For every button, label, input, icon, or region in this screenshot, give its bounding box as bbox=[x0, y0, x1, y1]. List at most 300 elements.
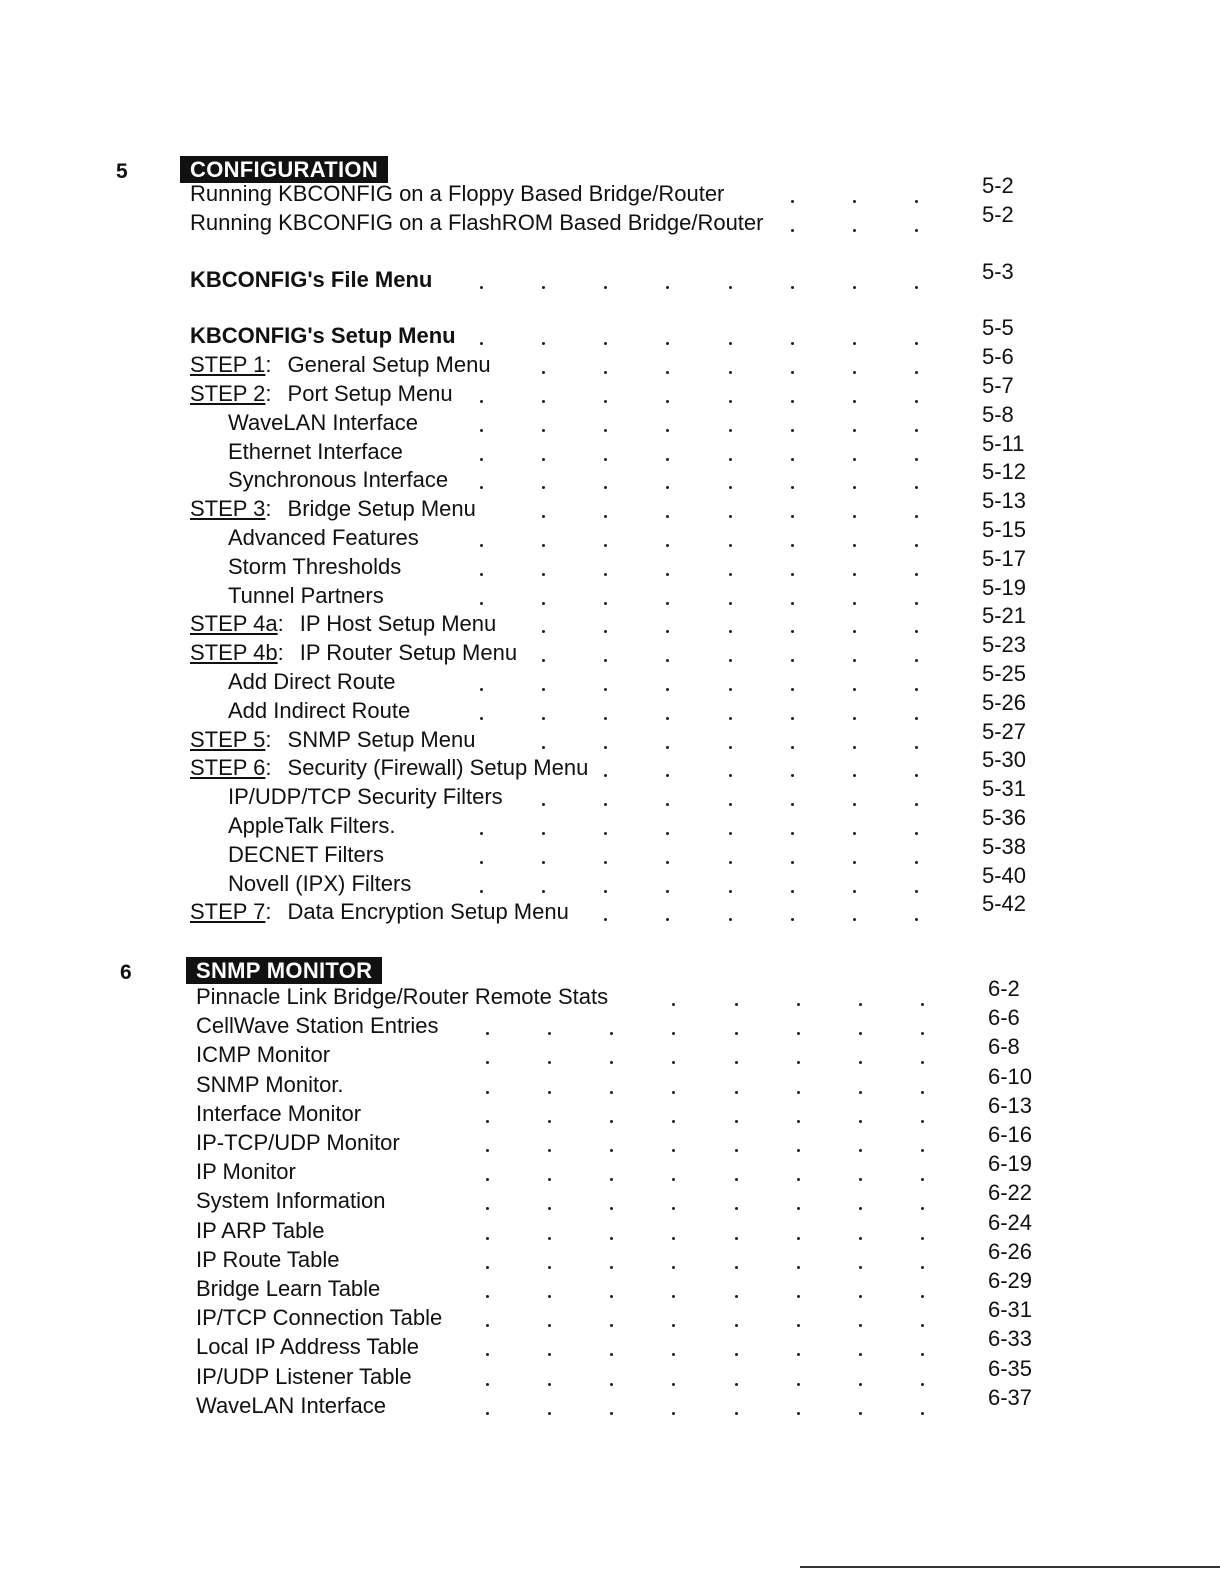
leader-dot bbox=[604, 371, 607, 374]
step-label: STEP 6 bbox=[190, 755, 266, 781]
toc-entry[interactable] bbox=[190, 351, 491, 381]
leader-dot bbox=[797, 1032, 800, 1035]
leader-dot bbox=[729, 746, 732, 749]
step-label: STEP 7 bbox=[190, 899, 266, 925]
leader-dot bbox=[859, 1237, 862, 1240]
leader-dot bbox=[480, 861, 483, 864]
leader-dot bbox=[672, 1412, 675, 1415]
step-colon: : bbox=[265, 496, 272, 522]
toc-entry-title: IP Router Setup Menu bbox=[299, 640, 518, 666]
leader-dot bbox=[480, 429, 483, 432]
leader-dot bbox=[791, 832, 794, 835]
toc-entry-title: IP Route Table bbox=[196, 1246, 340, 1272]
leader-dot bbox=[604, 659, 607, 662]
toc-page-number[interactable]: 6-22 bbox=[988, 1180, 1033, 1206]
leader-dot bbox=[542, 342, 545, 345]
leader-dot bbox=[542, 890, 545, 893]
leader-dot bbox=[610, 1237, 613, 1240]
leader-dot bbox=[853, 659, 856, 662]
toc-entry[interactable] bbox=[196, 1187, 386, 1217]
toc-entry[interactable] bbox=[196, 1158, 296, 1188]
toc-page-number[interactable]: 5-25 bbox=[982, 661, 1027, 686]
leader-dot bbox=[735, 1237, 738, 1240]
leader-dot bbox=[735, 1120, 738, 1123]
toc-entry[interactable] bbox=[228, 553, 401, 583]
leader-dot bbox=[542, 717, 545, 720]
leader-dot bbox=[791, 688, 794, 691]
toc-entry[interactable] bbox=[190, 754, 588, 784]
leader-dot bbox=[604, 458, 607, 461]
toc-entry[interactable] bbox=[190, 639, 517, 669]
toc-entry[interactable] bbox=[228, 524, 419, 554]
toc-page-number[interactable]: 6-19 bbox=[988, 1151, 1033, 1177]
leader-dot bbox=[735, 1324, 738, 1327]
leader-dot bbox=[548, 1061, 551, 1064]
leader-dot bbox=[480, 717, 483, 720]
leader-dot bbox=[797, 1324, 800, 1327]
leader-dot bbox=[791, 602, 794, 605]
leader-dot bbox=[604, 803, 607, 806]
leader-dot bbox=[853, 602, 856, 605]
leader-dot bbox=[604, 861, 607, 864]
leader-dot bbox=[797, 1091, 800, 1094]
leader-dot bbox=[921, 1237, 924, 1240]
leader-dot bbox=[915, 400, 918, 403]
toc-entry-title: System Information bbox=[196, 1188, 386, 1214]
leader-dot bbox=[791, 630, 794, 633]
toc-page-number[interactable]: 6-33 bbox=[988, 1326, 1033, 1352]
toc-page-number[interactable]: 5-19 bbox=[982, 574, 1027, 600]
leader-dot bbox=[486, 1412, 489, 1415]
leader-dot bbox=[735, 1149, 738, 1152]
leader-dot bbox=[859, 1032, 862, 1035]
leader-dot bbox=[666, 832, 669, 835]
leader-dot bbox=[548, 1178, 551, 1181]
leader-dot bbox=[604, 573, 607, 576]
toc-page-number[interactable]: 5-30 bbox=[982, 747, 1027, 773]
toc-entry[interactable] bbox=[190, 180, 724, 210]
leader-dot bbox=[666, 486, 669, 489]
leader-dot bbox=[921, 1061, 924, 1064]
toc-page-number[interactable]: 5-15 bbox=[982, 517, 1027, 542]
leader-dot bbox=[915, 918, 918, 921]
leader-dot bbox=[548, 1032, 551, 1035]
toc-page-number[interactable]: 6-2 bbox=[988, 976, 1020, 1001]
leader-dot bbox=[542, 659, 545, 662]
step-colon: : bbox=[265, 726, 272, 752]
leader-dot bbox=[666, 602, 669, 605]
step-label: STEP 3 bbox=[190, 496, 266, 522]
toc-entry[interactable] bbox=[228, 668, 396, 698]
leader-dot bbox=[548, 1266, 551, 1269]
leader-dot bbox=[542, 803, 545, 806]
leader-dot bbox=[604, 746, 607, 749]
toc-entry[interactable] bbox=[196, 1392, 386, 1422]
leader-dot bbox=[480, 832, 483, 835]
toc-entry[interactable] bbox=[196, 1129, 400, 1159]
leader-dot bbox=[921, 1091, 924, 1094]
leader-dot bbox=[853, 803, 856, 806]
toc-page-number[interactable]: 6-6 bbox=[988, 1005, 1020, 1031]
leader-dot bbox=[921, 1003, 924, 1006]
leader-dot bbox=[915, 717, 918, 720]
toc-entry-title: IP/TCP Connection Table bbox=[196, 1305, 443, 1331]
leader-dot bbox=[797, 1178, 800, 1181]
leader-dot bbox=[604, 890, 607, 893]
toc-page-number[interactable]: 6-26 bbox=[988, 1238, 1033, 1264]
leader-dot bbox=[610, 1032, 613, 1035]
toc-entry[interactable] bbox=[196, 1275, 380, 1305]
leader-dot bbox=[480, 458, 483, 461]
leader-dot bbox=[548, 1207, 551, 1210]
leader-dot bbox=[666, 429, 669, 432]
toc-page-number[interactable]: 5-3 bbox=[982, 258, 1014, 284]
leader-dot bbox=[859, 1324, 862, 1327]
toc-entry[interactable] bbox=[228, 466, 448, 496]
leader-dot bbox=[853, 890, 856, 893]
toc-entry-title: IP/UDP Listener Table bbox=[196, 1363, 412, 1389]
step-label: STEP 4b bbox=[190, 640, 278, 666]
toc-page-number[interactable]: 5-7 bbox=[982, 373, 1014, 398]
leader-dot bbox=[921, 1295, 924, 1298]
toc-entry-title: Security (Firewall) Setup Menu bbox=[287, 755, 589, 781]
toc-entry[interactable] bbox=[196, 1012, 439, 1042]
step-label: STEP 5 bbox=[190, 726, 266, 752]
step-label: STEP 4a bbox=[190, 611, 278, 637]
leader-dot bbox=[735, 1207, 738, 1210]
toc-entry[interactable] bbox=[228, 409, 418, 439]
toc-entry-title: Running KBCONFIG on a FlashROM Based Bridge/Router bbox=[190, 209, 764, 235]
toc-entry-title: Bridge Setup Menu bbox=[287, 496, 476, 522]
leader-dot bbox=[729, 602, 732, 605]
leader-dot bbox=[915, 429, 918, 432]
toc-entry[interactable] bbox=[196, 1217, 324, 1247]
toc-page-number[interactable]: 6-13 bbox=[988, 1092, 1033, 1118]
leader-dot bbox=[604, 400, 607, 403]
leader-dot bbox=[604, 688, 607, 691]
chapter-6-number: 6 bbox=[120, 961, 132, 984]
leader-dot bbox=[853, 544, 856, 547]
toc-page-number[interactable]: 5-2 bbox=[982, 173, 1014, 198]
leader-dot bbox=[791, 515, 794, 518]
leader-dot bbox=[921, 1207, 924, 1210]
leader-dot bbox=[853, 688, 856, 691]
toc-entry-title: WaveLAN Interface bbox=[196, 1392, 386, 1418]
leader-dot bbox=[480, 544, 483, 547]
leader-dot bbox=[797, 1412, 800, 1415]
leader-dot bbox=[859, 1061, 862, 1064]
toc-page-number[interactable]: 5-2 bbox=[982, 201, 1014, 227]
toc-entry[interactable] bbox=[190, 322, 456, 352]
leader-dot bbox=[604, 515, 607, 518]
leader-dot bbox=[542, 573, 545, 576]
leader-dot bbox=[729, 515, 732, 518]
toc-page-number[interactable]: 6-10 bbox=[988, 1063, 1033, 1089]
leader-dot bbox=[791, 659, 794, 662]
leader-dot bbox=[791, 200, 794, 203]
toc-entry[interactable] bbox=[190, 495, 476, 525]
toc-page-number[interactable]: 6-35 bbox=[988, 1355, 1033, 1381]
chapter-5-title: CONFIGURATION bbox=[180, 156, 388, 183]
leader-dot bbox=[853, 717, 856, 720]
leader-dot bbox=[915, 659, 918, 662]
toc-entry[interactable] bbox=[196, 1100, 361, 1130]
toc-entry-title: SNMP Monitor. bbox=[196, 1071, 344, 1097]
leader-dot bbox=[486, 1383, 489, 1386]
leader-dot bbox=[610, 1383, 613, 1386]
leader-dot bbox=[666, 573, 669, 576]
leader-dot bbox=[548, 1295, 551, 1298]
leader-dot bbox=[853, 342, 856, 345]
toc-page-number[interactable]: 5-36 bbox=[982, 805, 1027, 830]
leader-dot bbox=[729, 688, 732, 691]
leader-dot bbox=[915, 458, 918, 461]
leader-dot bbox=[486, 1061, 489, 1064]
leader-dot bbox=[735, 1353, 738, 1356]
leader-dot bbox=[604, 544, 607, 547]
leader-dot bbox=[666, 342, 669, 345]
leader-dot bbox=[859, 1295, 862, 1298]
leader-dot bbox=[729, 774, 732, 777]
leader-dot bbox=[486, 1353, 489, 1356]
toc-page-number[interactable]: 5-26 bbox=[982, 689, 1027, 715]
toc-entry-title: Port Setup Menu bbox=[287, 381, 453, 406]
toc-entry[interactable] bbox=[190, 380, 453, 410]
leader-dot bbox=[672, 1061, 675, 1064]
step-label: STEP 2 bbox=[190, 381, 266, 406]
toc-entry[interactable] bbox=[228, 783, 503, 813]
leader-dot bbox=[672, 1237, 675, 1240]
leader-dot bbox=[853, 429, 856, 432]
leader-dot bbox=[791, 746, 794, 749]
leader-dot bbox=[610, 1353, 613, 1356]
toc-entry[interactable] bbox=[228, 438, 403, 468]
toc-page-number[interactable]: 5-27 bbox=[982, 718, 1027, 744]
leader-dot bbox=[666, 544, 669, 547]
leader-dot bbox=[797, 1120, 800, 1123]
leader-dot bbox=[604, 602, 607, 605]
toc-entry[interactable] bbox=[228, 841, 384, 871]
toc-entry[interactable] bbox=[196, 1304, 442, 1334]
toc-entry-title: Local IP Address Table bbox=[196, 1334, 420, 1360]
leader-dot bbox=[480, 342, 483, 345]
leader-dot bbox=[486, 1032, 489, 1035]
chapter-6-title: SNMP MONITOR bbox=[186, 957, 382, 984]
leader-dot bbox=[791, 717, 794, 720]
toc-page-number[interactable]: 5-38 bbox=[982, 833, 1027, 859]
leader-dot bbox=[666, 458, 669, 461]
toc-page-number[interactable]: 5-17 bbox=[982, 545, 1027, 571]
toc-page-number[interactable]: 5-42 bbox=[982, 891, 1027, 917]
leader-dot bbox=[666, 890, 669, 893]
toc-entry-title: Add Direct Route bbox=[228, 669, 396, 694]
leader-dot bbox=[604, 717, 607, 720]
leader-dot bbox=[735, 1266, 738, 1269]
toc-entry[interactable] bbox=[190, 209, 763, 239]
leader-dot bbox=[542, 861, 545, 864]
leader-dot bbox=[915, 774, 918, 777]
leader-dot bbox=[480, 400, 483, 403]
leader-dot bbox=[542, 458, 545, 461]
leader-dot bbox=[542, 544, 545, 547]
toc-page-number[interactable]: 5-8 bbox=[982, 401, 1014, 427]
leader-dot bbox=[610, 1412, 613, 1415]
leader-dot bbox=[480, 286, 483, 289]
leader-dot bbox=[729, 429, 732, 432]
leader-dot bbox=[915, 486, 918, 489]
leader-dot bbox=[729, 371, 732, 374]
toc-entry[interactable] bbox=[228, 812, 396, 842]
leader-dot bbox=[542, 602, 545, 605]
leader-dot bbox=[735, 1032, 738, 1035]
leader-dot bbox=[672, 1003, 675, 1006]
toc-entry[interactable] bbox=[190, 898, 569, 928]
leader-dot bbox=[797, 1061, 800, 1064]
leader-dot bbox=[859, 1383, 862, 1386]
leader-dot bbox=[797, 1149, 800, 1152]
leader-dot bbox=[735, 1091, 738, 1094]
leader-dot bbox=[542, 515, 545, 518]
toc-entry-title: AppleTalk Filters. bbox=[228, 813, 396, 838]
leader-dot bbox=[610, 1266, 613, 1269]
toc-entry-title: Running KBCONFIG on a Floppy Based Bridge/Router bbox=[190, 181, 725, 206]
leader-dot bbox=[548, 1120, 551, 1123]
leader-dot bbox=[604, 342, 607, 345]
toc-entry-title: KBCONFIG's Setup Menu bbox=[190, 323, 456, 349]
step-colon: : bbox=[265, 899, 272, 925]
toc-entry[interactable] bbox=[196, 983, 608, 1013]
toc-entry[interactable] bbox=[196, 1246, 340, 1276]
leader-dot bbox=[666, 918, 669, 921]
toc-entry[interactable] bbox=[228, 870, 411, 900]
leader-dot bbox=[486, 1266, 489, 1269]
leader-dot bbox=[915, 229, 918, 232]
toc-entry-title: KBCONFIG's File Menu bbox=[190, 266, 433, 292]
toc-page-number[interactable]: 6-24 bbox=[988, 1209, 1033, 1235]
toc-page-number[interactable]: 6-31 bbox=[988, 1297, 1033, 1323]
leader-dot bbox=[735, 1003, 738, 1006]
leader-dot bbox=[735, 1178, 738, 1181]
leader-dot bbox=[729, 890, 732, 893]
toc-entry[interactable] bbox=[190, 266, 432, 296]
toc-entry[interactable] bbox=[190, 726, 475, 756]
leader-dot bbox=[610, 1149, 613, 1152]
leader-dot bbox=[853, 573, 856, 576]
leader-dot bbox=[729, 544, 732, 547]
toc-entry-title: Bridge Learn Table bbox=[196, 1276, 381, 1301]
toc-entry-title: Tunnel Partners bbox=[228, 582, 384, 608]
leader-dot bbox=[666, 400, 669, 403]
leader-dot bbox=[672, 1178, 675, 1181]
toc-entry-title: IP-TCP/UDP Monitor bbox=[196, 1130, 400, 1155]
leader-dot bbox=[853, 832, 856, 835]
leader-dot bbox=[797, 1266, 800, 1269]
leader-dot bbox=[604, 286, 607, 289]
leader-dot bbox=[853, 200, 856, 203]
toc-page-number[interactable]: 5-11 bbox=[982, 430, 1025, 456]
toc-entry[interactable] bbox=[196, 1363, 412, 1393]
toc-page-number[interactable]: 5-5 bbox=[982, 315, 1014, 341]
toc-page-number[interactable]: 5-21 bbox=[982, 603, 1027, 629]
toc-entry-title: Interface Monitor bbox=[196, 1100, 362, 1126]
toc-page-number[interactable]: 6-8 bbox=[988, 1034, 1020, 1060]
toc-entry-title: WaveLAN Interface bbox=[228, 409, 418, 435]
toc-page-number[interactable]: 5-23 bbox=[982, 632, 1027, 658]
toc-entry[interactable] bbox=[196, 1071, 344, 1101]
leader-dot bbox=[791, 486, 794, 489]
leader-dot bbox=[915, 688, 918, 691]
leader-dot bbox=[791, 371, 794, 374]
toc-page-number[interactable]: 6-29 bbox=[988, 1268, 1033, 1293]
toc-entry[interactable] bbox=[228, 697, 410, 727]
leader-dot bbox=[921, 1324, 924, 1327]
leader-dot bbox=[542, 286, 545, 289]
leader-dot bbox=[666, 803, 669, 806]
toc-entry[interactable] bbox=[190, 610, 496, 640]
toc-entry-title: Ethernet Interface bbox=[228, 438, 403, 464]
leader-dot bbox=[548, 1383, 551, 1386]
leader-dot bbox=[666, 630, 669, 633]
leader-dot bbox=[729, 659, 732, 662]
toc-entry[interactable] bbox=[196, 1041, 330, 1071]
leader-dot bbox=[729, 717, 732, 720]
toc-page-number[interactable]: 5-31 bbox=[982, 776, 1027, 802]
leader-dot bbox=[859, 1178, 862, 1181]
leader-dot bbox=[915, 286, 918, 289]
toc-page-number[interactable]: 5-40 bbox=[982, 862, 1027, 888]
leader-dot bbox=[791, 429, 794, 432]
leader-dot bbox=[486, 1237, 489, 1240]
leader-dot bbox=[548, 1091, 551, 1094]
leader-dot bbox=[853, 371, 856, 374]
toc-page-number[interactable]: 6-16 bbox=[988, 1122, 1033, 1147]
step-colon: : bbox=[265, 381, 272, 406]
leader-dot bbox=[915, 544, 918, 547]
leader-dot bbox=[853, 458, 856, 461]
leader-dot bbox=[486, 1149, 489, 1152]
leader-dot bbox=[729, 486, 732, 489]
leader-dot bbox=[610, 1091, 613, 1094]
toc-page-number[interactable]: 5-6 bbox=[982, 344, 1014, 370]
leader-dot bbox=[853, 774, 856, 777]
leader-dot bbox=[915, 371, 918, 374]
toc-page-number[interactable]: 5-13 bbox=[982, 488, 1027, 514]
leader-dot bbox=[610, 1061, 613, 1064]
leader-dot bbox=[791, 803, 794, 806]
leader-dot bbox=[791, 229, 794, 232]
leader-dot bbox=[672, 1295, 675, 1298]
toc-page-number[interactable]: 6-37 bbox=[988, 1384, 1033, 1410]
leader-dot bbox=[921, 1353, 924, 1356]
toc-entry[interactable] bbox=[196, 1333, 419, 1363]
leader-dot bbox=[859, 1353, 862, 1356]
leader-dot bbox=[610, 1207, 613, 1210]
toc-entry[interactable] bbox=[228, 582, 384, 612]
leader-dot bbox=[486, 1295, 489, 1298]
toc-page-number[interactable]: 5-12 bbox=[982, 459, 1027, 485]
leader-dot bbox=[797, 1353, 800, 1356]
leader-dot bbox=[791, 774, 794, 777]
leader-dot bbox=[921, 1149, 924, 1152]
leader-dot bbox=[797, 1295, 800, 1298]
leader-dot bbox=[542, 688, 545, 691]
leader-dot bbox=[853, 630, 856, 633]
leader-dot bbox=[859, 1120, 862, 1123]
leader-dot bbox=[921, 1412, 924, 1415]
leader-dot bbox=[604, 832, 607, 835]
leader-dot bbox=[735, 1412, 738, 1415]
leader-dot bbox=[729, 573, 732, 576]
